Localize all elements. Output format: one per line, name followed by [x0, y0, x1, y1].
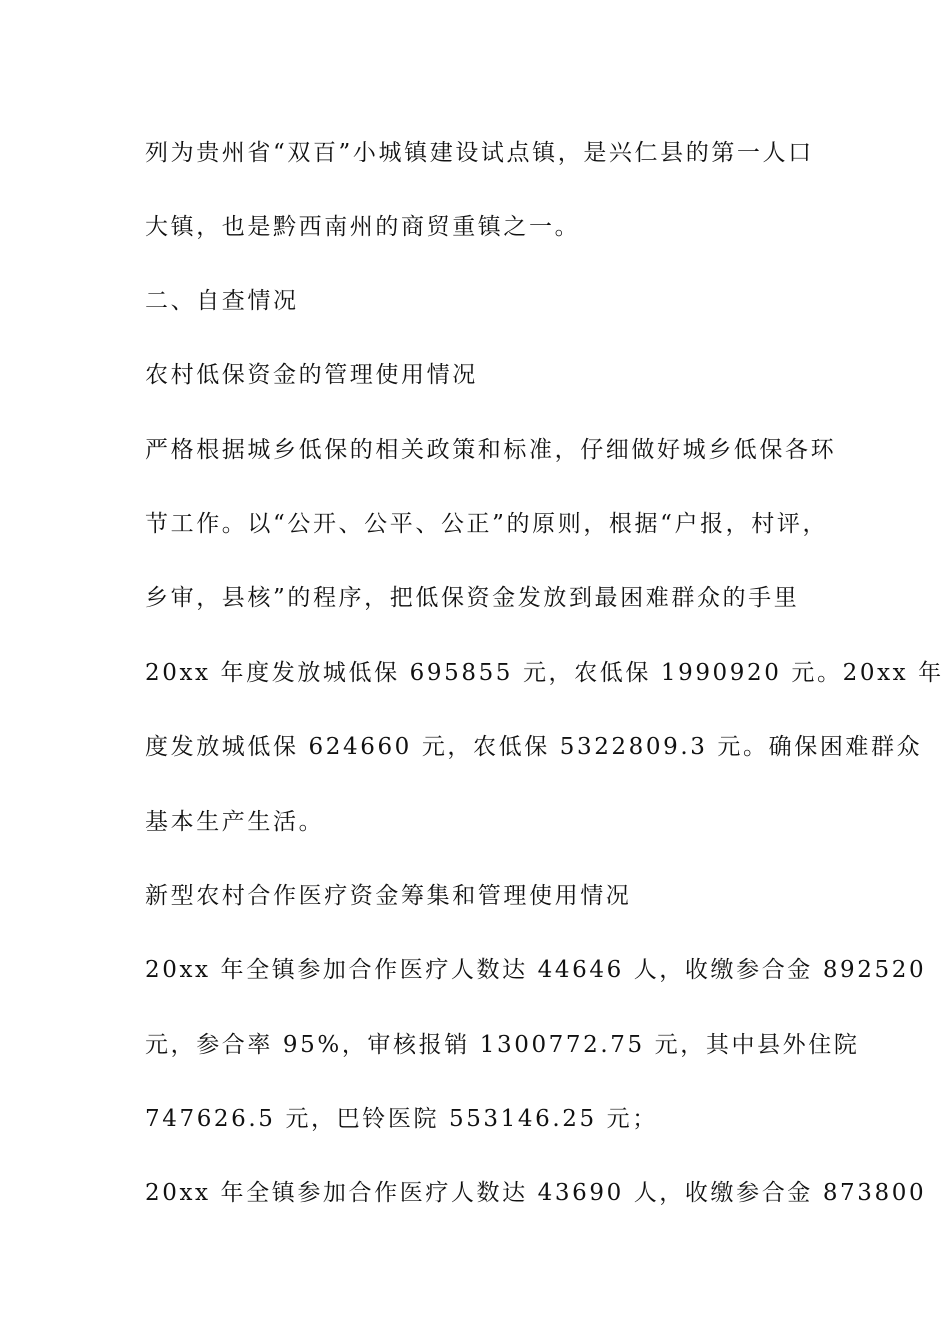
- text-line: 严格根据城乡低保的相关政策和标准，仔细做好城乡低保各环: [145, 437, 837, 463]
- text-line: 20xx 年度发放城低保 695855 元，农低保 1990920 元。20xx 年: [145, 660, 944, 686]
- subsection-heading: 新型农村合作医疗资金筹集和管理使用情况: [145, 883, 632, 909]
- section-heading: 二、自查情况: [145, 288, 299, 314]
- subsection-heading: 农村低保资金的管理使用情况: [145, 362, 478, 388]
- text-line: 元，参合率 95%，审核报销 1300772.75 元，其中县外住院: [145, 1032, 860, 1058]
- text-line: 20xx 年全镇参加合作医疗人数达 43690 人，收缴参合金 873800: [145, 1180, 927, 1206]
- text-line: 节工作。以“公开、公平、公正”的原则，根据“户报，村评，: [145, 511, 829, 537]
- text-line: 列为贵州省“双百”小城镇建设试点镇，是兴仁县的第一人口: [145, 140, 814, 166]
- text-line: 度发放城低保 624660 元，农低保 5322809.3 元。确保困难群众: [145, 734, 923, 760]
- text-line: 20xx 年全镇参加合作医疗人数达 44646 人，收缴参合金 892520: [145, 957, 927, 983]
- text-line: 基本生产生活。: [145, 809, 325, 835]
- text-line: 747626.5 元，巴铃医院 553146.25 元；: [145, 1106, 658, 1132]
- text-line: 乡审，县核”的程序，把低保资金发放到最困难群众的手里: [145, 585, 800, 611]
- text-line: 大镇，也是黔西南州的商贸重镇之一。: [145, 214, 581, 240]
